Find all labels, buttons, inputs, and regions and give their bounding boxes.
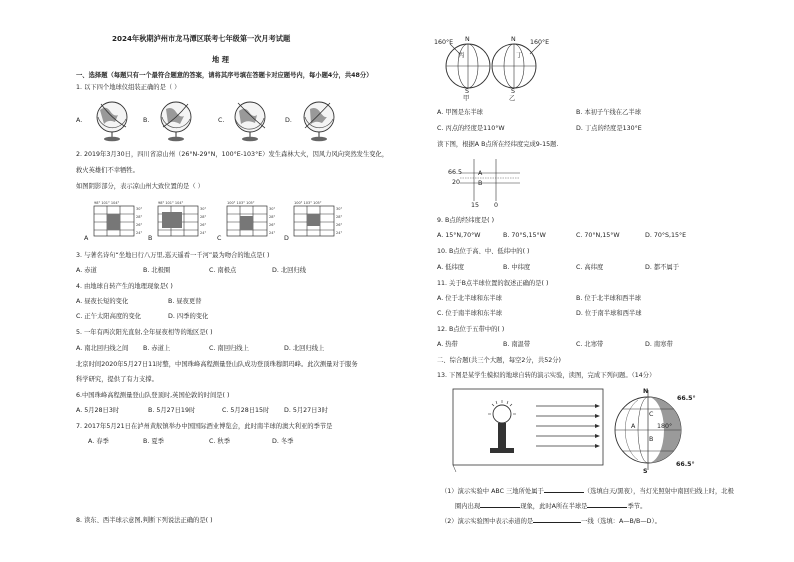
q1-option-d: D. xyxy=(285,117,292,124)
hemi-label-yi: 乙 xyxy=(509,95,516,102)
q7-option-c: C. 秋季 xyxy=(209,438,230,445)
q10-option-a: A. 低纬度 xyxy=(437,264,465,271)
q4-option-a: A. 昼夜长短的变化 xyxy=(76,298,129,305)
q13-sub2-line xyxy=(441,516,661,525)
q13-sub1-part-b: （选填白天/黑夜），当灯光照射中南回归线上时，北极 xyxy=(583,488,734,495)
hemi-label-jia: 甲 xyxy=(463,95,470,102)
globe-b-icon xyxy=(152,97,202,147)
q12-option-c: C. 北寒带 xyxy=(576,341,604,348)
q11-stem: 11. 关于B点半球位置的叙述正确的是( ) xyxy=(437,280,549,287)
svg-text:28°: 28° xyxy=(200,215,207,219)
q1-stem: 1. 以下四个地球仪组装正确的是（ ） xyxy=(76,84,181,91)
globe-lat-bottom: 66.5° xyxy=(676,461,695,468)
latlon-point-b: B xyxy=(478,180,483,187)
q3-stem: 3. 与著名诗句“坐地日行八万里,巡天遥看一千河”最为吻合的地点是( ) xyxy=(76,252,270,259)
q9-option-c: C. 70°N,15°W xyxy=(576,232,620,239)
svg-text:24°: 24° xyxy=(336,231,343,235)
q9-option-a: A. 15°N,70°W xyxy=(437,232,481,239)
q13-sub2-part-b: 一线（选填：A—B/B—D）。 xyxy=(581,518,661,525)
q2-stem-line2: 救火英雄们不幸牺牲。 xyxy=(76,167,139,174)
q11-option-a: A. 位于北半球和东半球 xyxy=(437,295,502,302)
svg-text:98° 101° 104°: 98° 101° 104° xyxy=(94,201,120,205)
earth-rotation-experiment-diagram xyxy=(452,386,702,476)
q13-sub2-blank[interactable] xyxy=(533,516,581,523)
q6-stem: 6.中国珠峰高程测量登山队登顶时,英国伦敦的时间是( ) xyxy=(76,392,230,399)
q7-stem: 7. 2017年5月21日在泸州黄舣镇举办中国国际酒业博览会，此时南半球的澳大利亚的季节是 xyxy=(76,423,333,430)
q10-option-b: B. 中纬度 xyxy=(503,264,531,271)
q6-option-a: A. 5月28日3时 xyxy=(76,407,120,414)
q6-option-b: B. 5月27日19时 xyxy=(148,407,196,414)
svg-text:26°: 26° xyxy=(136,223,143,227)
q13-sub1-line1 xyxy=(441,486,734,495)
globe-label-s: S xyxy=(643,468,648,475)
svg-text:100° 103° 105°: 100° 103° 105° xyxy=(294,201,322,205)
globe-d-icon xyxy=(295,97,345,147)
globe-point-c: C xyxy=(649,411,654,418)
svg-text:28°: 28° xyxy=(136,215,143,219)
svg-text:26°: 26° xyxy=(200,223,207,227)
q11-option-d: D. 位于南半球和西半球 xyxy=(576,310,642,317)
q9-option-b: B. 70°S,15°W xyxy=(503,232,546,239)
q10-option-d: D. 都不属于 xyxy=(645,264,680,271)
q2-question: 如图阴影部分，表示凉山州大致位置的是（ ） xyxy=(76,183,204,190)
hemi-s1-label: S xyxy=(465,88,469,95)
q4-option-b: B. 昼夜更替 xyxy=(168,298,202,305)
q5-option-d: D. 北回归线上 xyxy=(284,345,325,352)
q4-stem: 4. 由地球自转产生的地理现象是( ) xyxy=(76,283,173,290)
q2-grid-c xyxy=(223,200,283,240)
q1-option-c: C. xyxy=(218,117,225,124)
globe-label-n: N xyxy=(643,388,649,395)
globe-label-180: 180° xyxy=(657,423,673,430)
q2-option-a: A xyxy=(84,235,89,242)
q13-sub2-part-a: （2）演示实验图中表示赤道的是 xyxy=(441,518,534,525)
subject-title: 地 理 xyxy=(212,55,229,64)
q3-option-c: C. 南极点 xyxy=(209,267,237,274)
q8-stem: 8. 读东、西半球示意图,判断下列说法正确的是( ) xyxy=(76,517,213,524)
hemi-point-ding: 丁 xyxy=(516,52,523,59)
q13-sub1-part-a: （1）演示实验中 ABC 三地所处属于 xyxy=(441,488,544,495)
svg-text:26°: 26° xyxy=(269,223,276,227)
q11-option-c: C. 位于南半球和东半球 xyxy=(437,310,503,317)
q2-option-b: B xyxy=(148,235,153,242)
q7-option-d: D. 冬季 xyxy=(272,438,294,445)
q13-sub1-part-e: 季节。 xyxy=(627,503,647,510)
hemi-s2-label: S xyxy=(511,88,515,95)
q3-option-a: A. 赤道 xyxy=(76,267,97,274)
q3-option-b: B. 北极圈 xyxy=(143,267,171,274)
q2-grid-b xyxy=(154,200,214,240)
svg-text:28°: 28° xyxy=(269,215,276,219)
q2-grid-d xyxy=(290,200,350,240)
q12-option-b: B. 南温带 xyxy=(503,341,531,348)
hemi-point-bing: 丙 xyxy=(458,52,465,59)
hemi-right-meridian-label: 160°E xyxy=(530,39,550,46)
q6-option-c: C. 5月28日15时 xyxy=(222,407,270,414)
latlon-label-66-5: 66.5 xyxy=(448,169,463,176)
globe-lat-top: 66.5° xyxy=(677,395,696,402)
latlon-intro: 读下图，根据A B点所在经纬度完成9-15题. xyxy=(437,141,559,148)
q9-stem: 9. B点的经纬度是( ) xyxy=(437,217,495,224)
svg-text:30°: 30° xyxy=(200,207,207,211)
q8-option-b: B. 本初子午线在乙半球 xyxy=(576,109,641,116)
svg-text:30°: 30° xyxy=(336,207,343,211)
q13-sub1-blank-1[interactable] xyxy=(544,486,584,493)
q4-option-c: C. 正午太阳高度的变化 xyxy=(76,313,142,320)
q3-option-d: D. 北回归线 xyxy=(272,267,307,274)
latlon-label-15: 15 xyxy=(471,202,480,209)
q11-option-b: B. 位于北半球和西半球 xyxy=(576,295,641,302)
q6-intro-line1: 北京时间2020年5月27日11时整，中国珠峰高程测量登山队成功登顶珠穆朗玛峰。此次测量对于服务 xyxy=(76,361,358,368)
globe-point-a: A xyxy=(631,423,636,430)
globe-a-icon xyxy=(88,97,138,147)
q5-stem: 5. 一年有两次阳光直射,全年昼夜相等的地区是( ) xyxy=(76,329,213,336)
q2-stem-line1: 2. 2019年3月30日，四川省凉山州（26°N-29°N，100°E-103°E）发生森林大火，因风力风向突然发生变化， xyxy=(76,151,389,158)
q2-grid-a xyxy=(90,200,153,242)
svg-text:30°: 30° xyxy=(269,207,276,211)
latlon-label-20: 20 xyxy=(452,179,461,186)
q6-option-d: D. 5月27日3时 xyxy=(284,407,328,414)
q8-option-a: A. 甲图是东半球 xyxy=(437,109,483,116)
section2-title: 二、综合题(共三个大题，每空2分，共52分) xyxy=(437,357,561,364)
svg-text:98° 101° 104°: 98° 101° 104° xyxy=(158,201,184,205)
svg-text:30°: 30° xyxy=(136,207,143,211)
q6-intro-line2: 科学研究，提供了有力支撑。 xyxy=(76,376,158,383)
q5-option-b: B. 赤道上 xyxy=(143,345,171,352)
svg-text:24°: 24° xyxy=(136,231,143,235)
q13-sub1-part-c: 圈内出现 xyxy=(455,503,481,510)
q12-option-d: D. 南寒带 xyxy=(645,341,673,348)
q1-option-a: A. xyxy=(76,117,83,124)
q12-stem: 12. B点位于五带中的( ) xyxy=(437,326,505,333)
svg-text:100° 103° 105°: 100° 103° 105° xyxy=(227,201,255,205)
q4-option-d: D. 四季的变化 xyxy=(168,313,209,320)
svg-text:26°: 26° xyxy=(336,223,343,227)
q7-option-b: B. 夏季 xyxy=(143,438,164,445)
globe-point-b: B xyxy=(649,436,654,443)
page-title: 2024年秋期泸州市龙马潭区联考七年级第一次月考试题 xyxy=(112,34,291,43)
hemi-left-meridian-label: 160°E xyxy=(434,39,454,46)
svg-text:24°: 24° xyxy=(200,231,207,235)
q13-sub1-line2 xyxy=(455,501,646,510)
q5-option-a: A. 南北回归线之间 xyxy=(76,345,129,352)
q12-option-a: A. 热带 xyxy=(437,341,458,348)
q9-option-d: D. 70°S,15°E xyxy=(645,232,687,239)
svg-text:24°: 24° xyxy=(269,231,276,235)
q7-option-a: A. 春季 xyxy=(88,438,109,445)
latlon-label-0: 0 xyxy=(494,202,499,209)
q13-sub1-part-d: 现象，此时A所在半球是 xyxy=(520,503,588,510)
q13-sub1-blank-2[interactable] xyxy=(480,501,520,508)
q10-option-c: C. 高纬度 xyxy=(576,264,604,271)
q8-option-c: C. 丙点的经度是110°W xyxy=(437,125,505,132)
q5-option-c: C. 南回归线上 xyxy=(209,345,249,352)
q2-option-d: D xyxy=(284,235,289,242)
q13-stem: 13. 下图是某学生模拟的地球自转的演示实验，读图，完成下列问题。（14分） xyxy=(437,372,656,379)
svg-text:28°: 28° xyxy=(336,215,343,219)
q8-option-d: D. 丁点的经度是130°E xyxy=(576,125,642,132)
q2-option-c: C xyxy=(217,235,222,242)
q1-option-b: B. xyxy=(143,117,150,124)
latlon-point-a: A xyxy=(478,170,483,177)
section1-title: 一、选择题（每题只有一个最符合题意的答案，请将其序号填在答题卡对应题号内，每小题4分，共48分） xyxy=(76,72,373,79)
q10-stem: 10. B点位于高、中、低纬中的( ) xyxy=(437,248,530,255)
globe-c-icon xyxy=(226,97,276,147)
hemi-n2-label: N xyxy=(511,36,516,43)
q13-sub1-blank-3[interactable] xyxy=(587,501,627,508)
hemi-n1-label: N xyxy=(465,36,470,43)
